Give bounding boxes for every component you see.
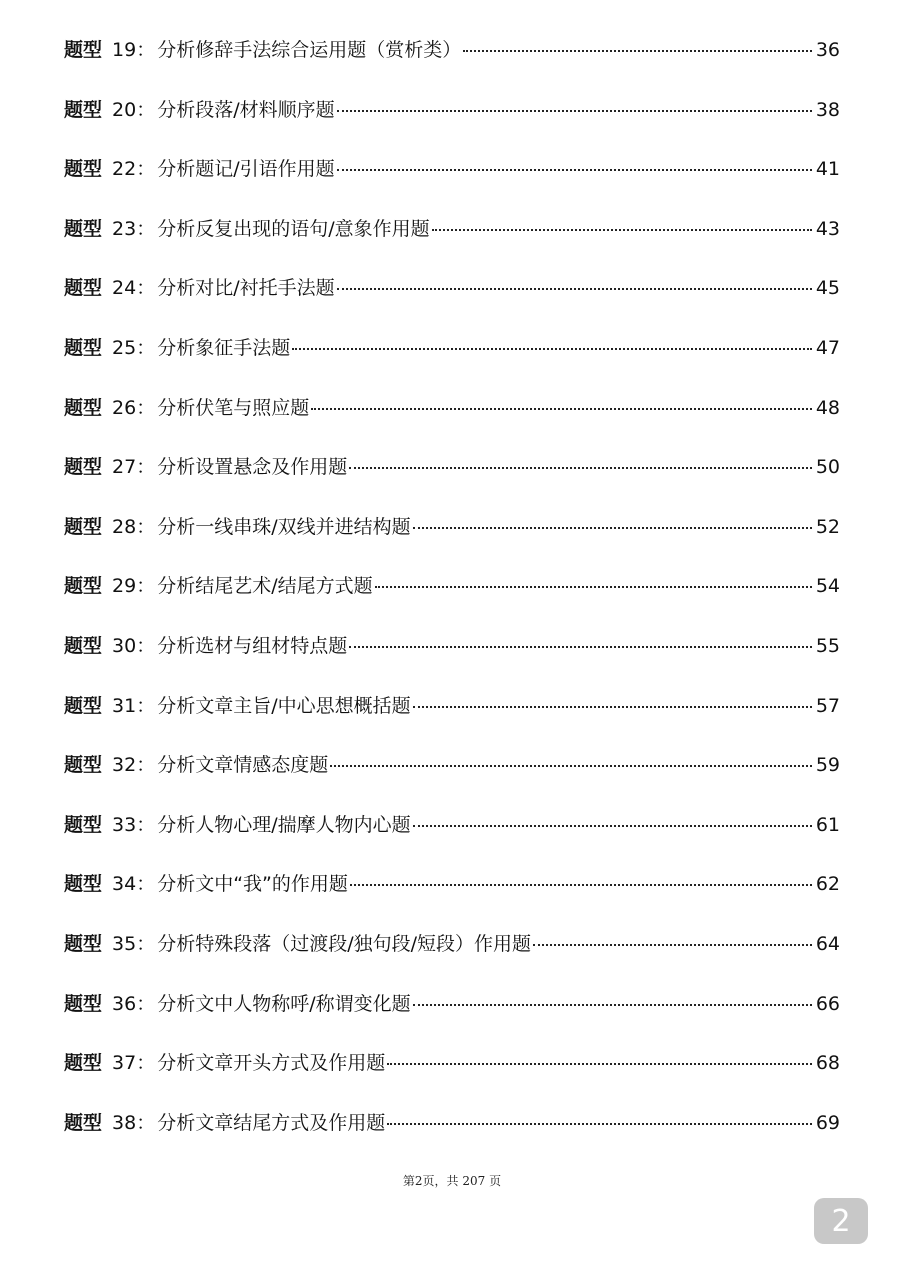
toc-entry-title: 分析文章情感态度题: [157, 754, 329, 777]
toc-entry[interactable]: [64, 1043, 840, 1103]
toc-dot-leader: [337, 169, 812, 171]
toc-entry-title: 分析伏笔与照应题: [157, 396, 310, 419]
toc-entry-page-number: 62: [815, 873, 840, 896]
toc-entry[interactable]: [64, 864, 840, 924]
toc-entry-prefix: 题型: [64, 1052, 103, 1075]
toc-entry-page-number: 47: [815, 336, 840, 359]
toc-dot-leader: [533, 944, 812, 946]
toc-entry-page-number: 64: [815, 932, 840, 955]
toc-entry-page-number: 69: [815, 1111, 840, 1134]
toc-entry-title: 分析题记/引语作用题: [157, 158, 335, 181]
toc-entry[interactable]: [64, 626, 840, 686]
toc-entry-prefix: 题型: [64, 277, 103, 300]
toc-entry-prefix: 题型: [64, 98, 103, 121]
toc-entry-title: 分析一线串珠/双线并进结构题: [157, 515, 411, 538]
page-number-badge: [814, 1198, 868, 1244]
toc-entry-prefix: 题型: [64, 873, 103, 896]
toc-entry-number: 37：: [112, 1052, 156, 1075]
toc-entry-prefix: 题型: [64, 1111, 103, 1134]
toc-entry-page-number: 52: [815, 515, 840, 538]
toc-dot-leader: [387, 1123, 812, 1125]
toc-entry-title: 分析文章结尾方式及作用题: [157, 1111, 386, 1134]
toc-entry[interactable]: [64, 686, 840, 746]
toc-entry[interactable]: [64, 328, 840, 388]
toc-dot-leader: [337, 288, 812, 290]
toc-entry-title: 分析文中“我”的作用题: [157, 873, 348, 896]
toc-entry-number: 30：: [112, 634, 156, 657]
toc-entry-title: 分析人物心理/揣摩人物内心题: [157, 813, 411, 836]
toc-entry-number: 23：: [112, 217, 156, 240]
toc-entry-title: 分析文章主旨/中心思想概括题: [157, 694, 411, 717]
toc-entry-title: 分析文中人物称呼/称谓变化题: [157, 992, 411, 1015]
toc-entry[interactable]: [64, 90, 840, 150]
toc-entry[interactable]: [64, 268, 840, 328]
toc-entry-prefix: 题型: [64, 217, 103, 240]
toc-entry-number: 26：: [112, 396, 156, 419]
toc-dot-leader: [350, 884, 812, 886]
toc-entry[interactable]: [64, 566, 840, 626]
toc-entry-prefix: 题型: [64, 515, 103, 538]
toc-dot-leader: [413, 527, 812, 529]
toc-entry-title: 分析反复出现的语句/意象作用题: [157, 217, 430, 240]
toc-entry[interactable]: [64, 149, 840, 209]
toc-entry[interactable]: [64, 745, 840, 805]
toc-entry[interactable]: [64, 447, 840, 507]
toc-entry-page-number: 61: [815, 813, 840, 836]
toc-dot-leader: [463, 50, 812, 52]
toc-entry-title: 分析选材与组材特点题: [157, 634, 348, 657]
toc-entry-prefix: 题型: [64, 932, 103, 955]
toc-entry[interactable]: [64, 30, 840, 90]
toc-entry-number: 27：: [112, 456, 156, 479]
toc-entry-page-number: 50: [815, 456, 840, 479]
toc-entry-number: 38：: [112, 1111, 156, 1134]
toc-entry-page-number: 48: [815, 396, 840, 419]
toc-entry-title: 分析修辞手法综合运用题（赏析类）: [157, 39, 462, 61]
toc-entry-page-number: 66: [815, 992, 840, 1015]
toc-dot-leader: [413, 706, 812, 708]
toc-entry-title: 分析象征手法题: [157, 336, 291, 359]
toc-dot-leader: [349, 467, 812, 469]
toc-entry-prefix: 题型: [64, 634, 103, 657]
toc-entry-title: 分析特殊段落（过渡段/独句段/短段）作用题: [157, 932, 532, 955]
toc-entry-number: 24：: [112, 277, 156, 300]
toc-entry-prefix: 题型: [64, 396, 103, 419]
toc-dot-leader: [413, 1004, 812, 1006]
toc-entry[interactable]: [64, 209, 840, 269]
toc-entry-prefix: 题型: [64, 992, 103, 1015]
toc-entry-number: 22：: [112, 158, 156, 181]
footer-page-count: 第2页，共 207 页: [402, 1174, 502, 1188]
toc-dot-leader: [375, 586, 812, 588]
toc-entry-page-number: 38: [815, 98, 840, 121]
toc-entry-prefix: 题型: [64, 575, 103, 598]
toc-dot-leader: [413, 825, 812, 827]
toc-entry-page-number: 54: [815, 575, 840, 598]
toc-entry-prefix: 题型: [64, 336, 103, 359]
toc-entry-page-number: 57: [815, 694, 840, 717]
toc-entry-page-number: 41: [815, 158, 840, 181]
toc-entry[interactable]: [64, 388, 840, 448]
toc-entry[interactable]: [64, 1103, 840, 1163]
toc-entry-prefix: 题型: [64, 694, 103, 717]
toc-dot-leader: [330, 765, 812, 767]
toc-entry-title: 分析文章开头方式及作用题: [157, 1052, 386, 1075]
toc-entry-page-number: 55: [815, 634, 840, 657]
page-footer: [0, 1172, 904, 1189]
toc-dot-leader: [311, 408, 812, 410]
toc-entry-prefix: 题型: [64, 754, 103, 777]
toc-entry-page-number: 59: [815, 754, 840, 777]
toc-entry[interactable]: [64, 805, 840, 865]
toc-dot-leader: [432, 229, 812, 231]
page-number-badge-label: 2: [831, 1203, 851, 1239]
toc-entry-number: 28：: [112, 515, 156, 538]
toc-dot-leader: [349, 646, 812, 648]
toc-entry-title: 分析结尾艺术/结尾方式题: [157, 575, 373, 598]
toc-entry[interactable]: [64, 507, 840, 567]
toc-entry-prefix: 题型: [64, 456, 103, 479]
toc-entry-number: 34：: [112, 873, 156, 896]
toc-entry-number: 19：: [112, 39, 156, 61]
toc-entry-page-number: 45: [815, 277, 840, 300]
toc-entry-prefix: 题型: [64, 813, 103, 836]
toc-entry-number: 36：: [112, 992, 156, 1015]
toc-entry-number: 31：: [112, 694, 156, 717]
toc-entry[interactable]: [64, 924, 840, 984]
toc-entry-page-number: 36: [815, 39, 840, 61]
toc-entry-number: 33：: [112, 813, 156, 836]
toc-entry-title: 分析段落/材料顺序题: [157, 98, 335, 121]
table-of-contents: [64, 30, 840, 1162]
toc-dot-leader: [292, 348, 812, 350]
toc-entry-title: 分析对比/衬托手法题: [157, 277, 335, 300]
toc-entry-number: 25：: [112, 336, 156, 359]
toc-entry-prefix: 题型: [64, 158, 103, 181]
toc-entry-number: 20：: [112, 98, 156, 121]
toc-entry-number: 32：: [112, 754, 156, 777]
toc-entry-prefix: 题型: [64, 39, 103, 61]
toc-dot-leader: [337, 110, 812, 112]
toc-entry-page-number: 68: [815, 1052, 840, 1075]
toc-dot-leader: [387, 1063, 812, 1065]
toc-entry[interactable]: [64, 984, 840, 1044]
toc-entry-number: 35：: [112, 932, 156, 955]
toc-entry-page-number: 43: [815, 217, 840, 240]
toc-entry-title: 分析设置悬念及作用题: [157, 456, 348, 479]
toc-entry-number: 29：: [112, 575, 156, 598]
